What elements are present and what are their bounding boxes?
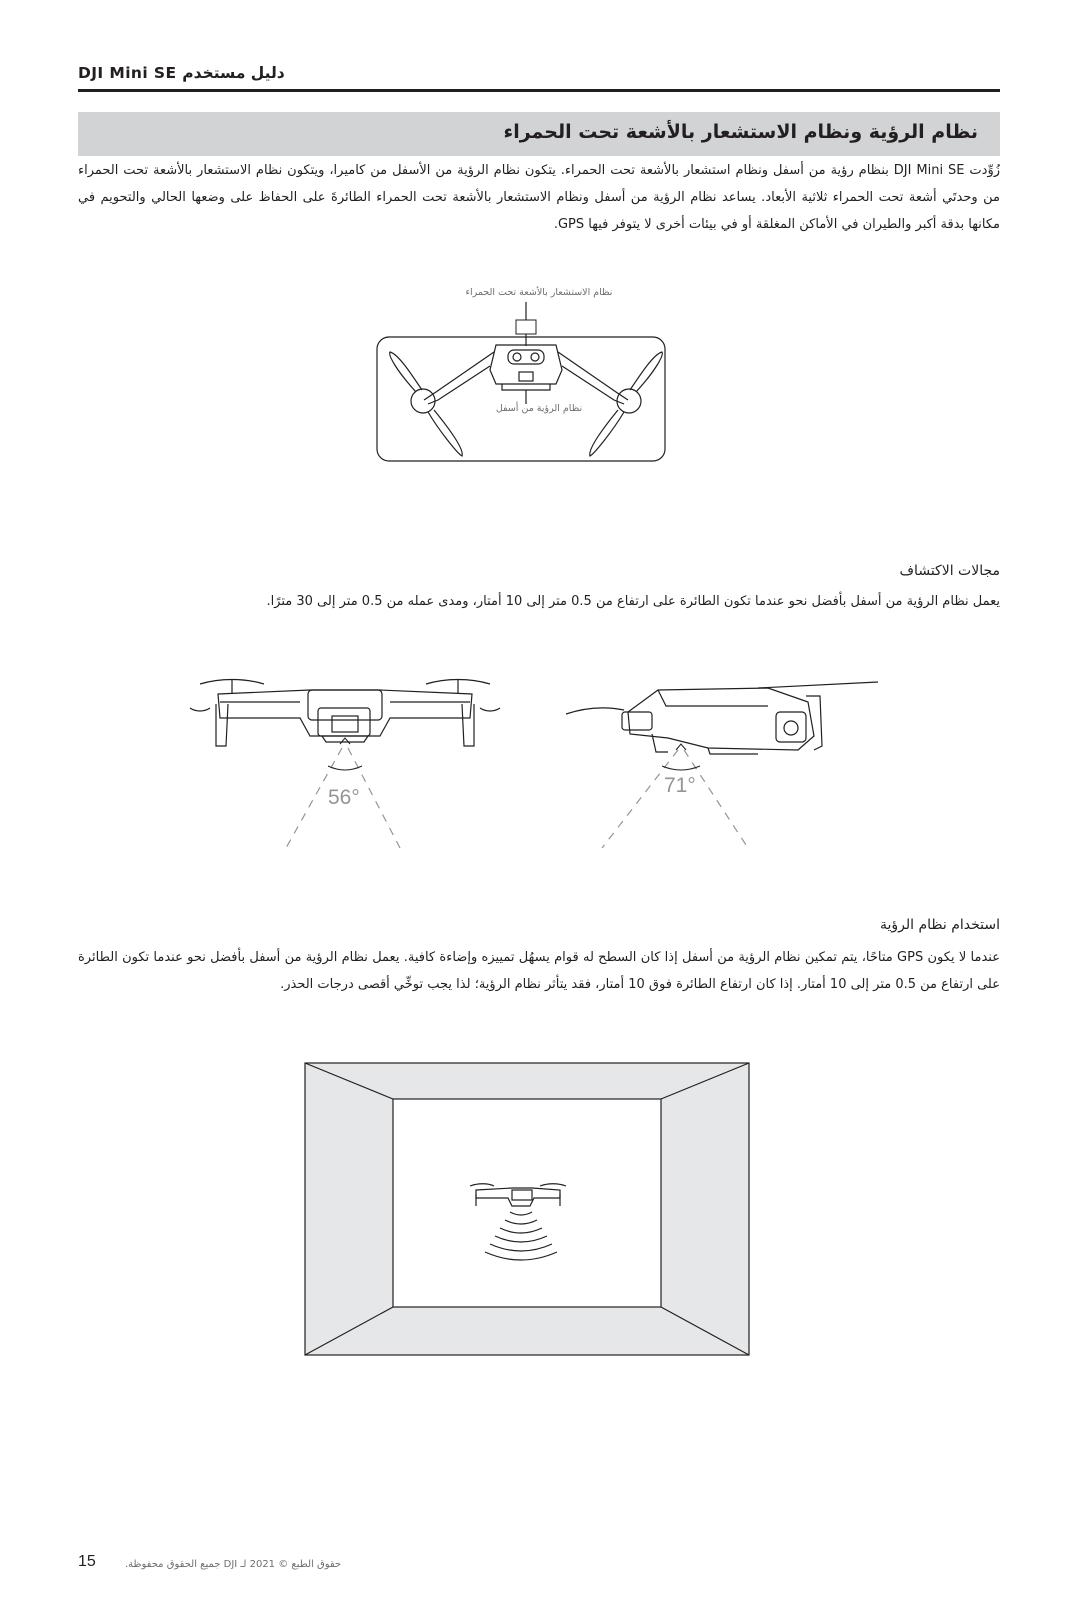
vision-usage-paragraph: عندما لا يكون GPS متاحًا، يتم تمكين نظام الرؤية من أسفل إذا كان السطح له قوام يسهُل تمييزه وإضاءة كافية. يعمل نظام الرؤية من أسفل بأفضل نحو عندما تكون الطائرة على ارتفاع من 0.5 متر إلى 10 أمتار. إذا كان ارتفاع الطائرة فوق 10 أمتار، فقد يتأثر نظام الرؤية؛ لذا يجب توخِّي أقصى درجات الحذر. [78,950,1000,992]
copyright-notice: حقوق الطبع © 2021 لـ DJI جميع الحقوق محفوظة. [125,1559,342,1570]
detection-ranges-heading: مجالات الاكتشاف [899,563,1000,579]
indoor-room-figure [304,1062,750,1358]
vision-usage-heading: استخدام نظام الرؤية [879,917,1000,933]
callout-downward-vision: نظام الرؤية من أسفل [495,403,583,414]
section-intro-paragraph: زُوِّدت DJI Mini SE بنظام رؤية من أسفل ونظام استشعار بالأشعة تحت الحمراء. يتكون نظام الرؤية من الأسفل من كاميرا، ويتكون نظام الاستشعار بالأشعة تحت الحمراء من وحدتَي أشعة تحت الحمراء ثلاثية الأبعاد. يساعد نظام الرؤية من أسفل ونظام الاستشعار بالأشعة تحت الحمراء الطائرةَ على الحفاظ على وضعها الحالي والتحويم في مكانها بدقة أكبر والطيران في الأماكن المغلقة أو في بيئات أخرى لا يتوفر فيها GPS. [78,163,1000,232]
aircraft-side-view-figure [558,676,882,852]
section-title-band [78,112,1000,156]
document-header-title: DJI Mini SE دليل مستخدم [78,64,285,82]
aircraft-underside-figure [376,300,668,464]
section-title: نظام الرؤية ونظام الاستشعار بالأشعة تحت الحمراء [503,121,978,143]
callout-infrared-sensing: نظام الاستشعار بالأشعة تحت الحمراء [465,287,613,298]
aircraft-front-view-figure [190,672,500,852]
page-number: 15 [78,1553,96,1570]
side-view-angle-label: 71° [664,774,696,797]
header-divider [78,89,1000,92]
detection-ranges-paragraph: يعمل نظام الرؤية من أسفل بأفضل نحو عندما تكون الطائرة على ارتفاع من 0.5 متر إلى 10 أمتار، ومدى عمله من 0.5 متر إلى 30 مترًا. [266,594,1000,609]
front-view-angle-label: 56° [328,786,360,809]
